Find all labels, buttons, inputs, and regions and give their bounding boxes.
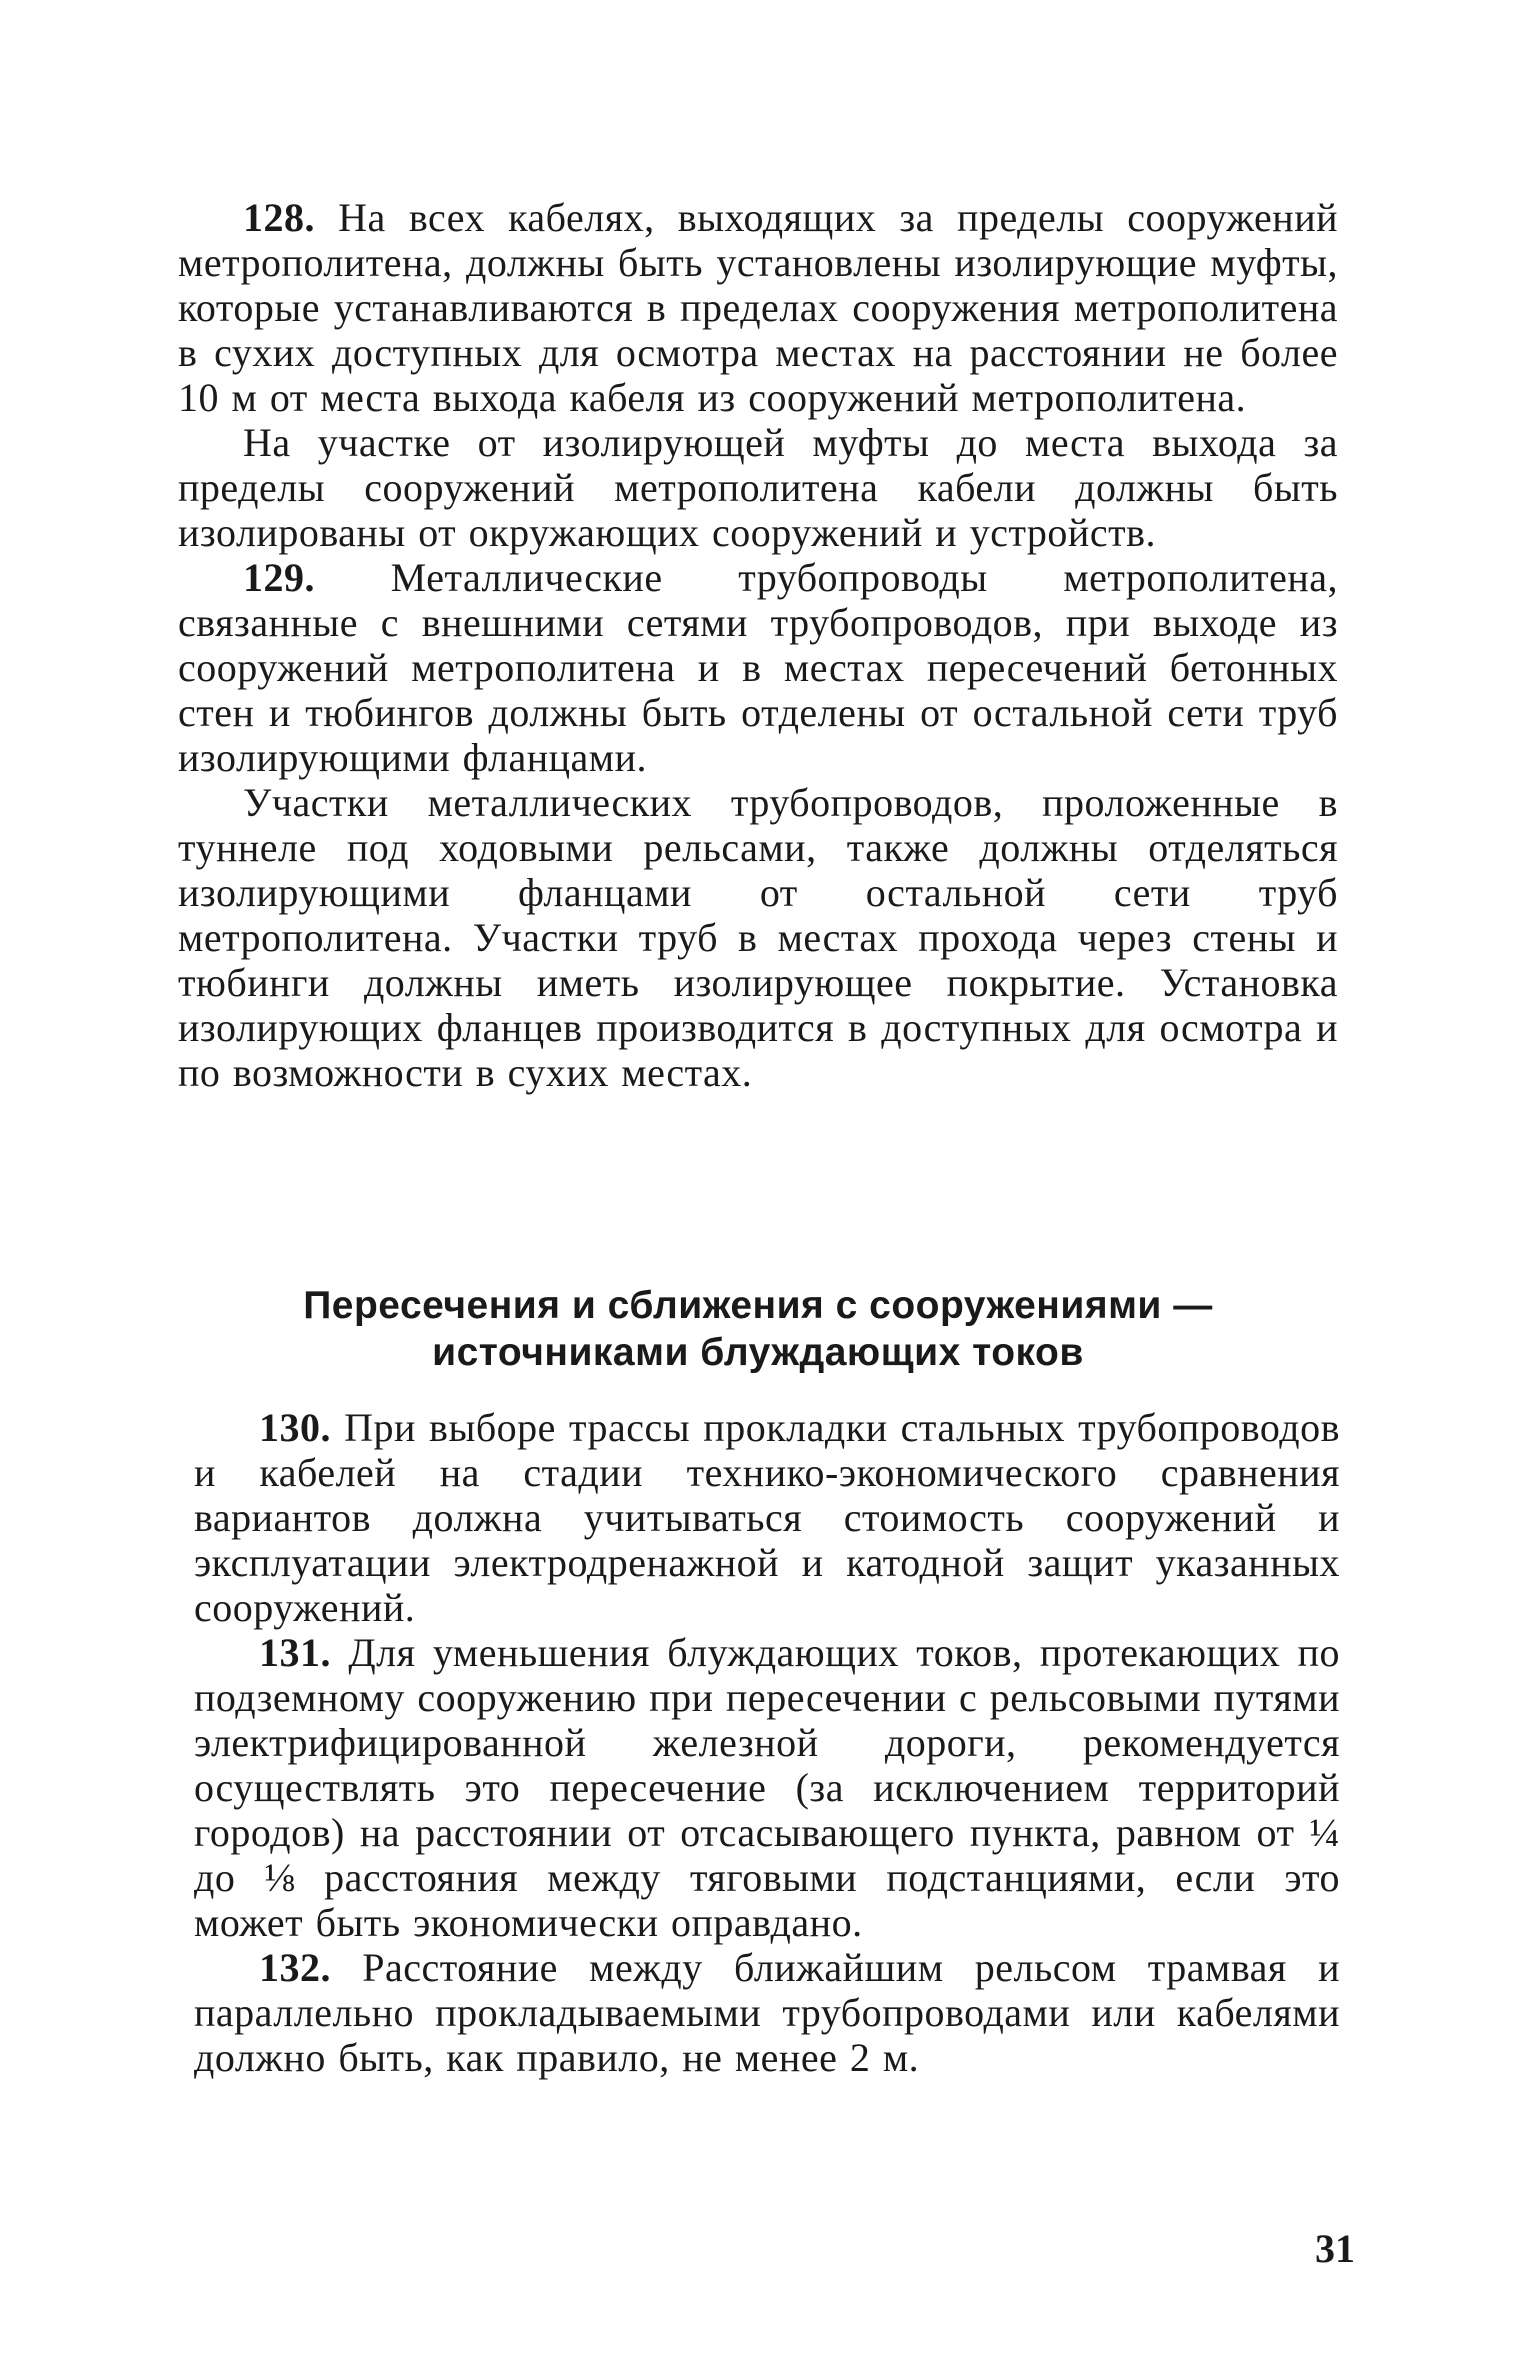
paragraph-text: При выборе трассы прокладки стальных трубопроводов и кабелей на стадии технико-экономического сравнения вариантов должна учитываться стоимость сооружений и эксплуатации электродренажной и катодной защит указанных сооружений. xyxy=(194,1405,1340,1630)
paragraph-128 xyxy=(178,195,1338,420)
section-heading xyxy=(178,1282,1338,1376)
paragraph-text: На участке от изолирующей муфты до места выхода за пределы сооружений метрополитена кабели должны быть изолированы от окружающих сооружений и устройств. xyxy=(178,420,1338,555)
section-heading-line-2: источниками блуждающих токов xyxy=(432,1331,1084,1374)
paragraph-128-continued xyxy=(178,420,1338,555)
paragraph-text: На всех кабелях, выходящих за пределы сооружений метрополитена, должны быть установлены изолирующие муфты, которые устанавливаются в пределах сооружения метрополитена в сухих доступных для осмотра местах на расстоянии не более 10 м от места выхода кабеля из сооружений метрополитена. xyxy=(178,195,1338,420)
paragraph-number: 131. xyxy=(259,1630,331,1675)
section-heading-line-1: Пересечения и сближения с сооружениями — xyxy=(303,1284,1213,1327)
paragraph-text: Для уменьшения блуждающих токов, протекающих по подземному сооружению при пересечении с рельсовыми путями электрифицированной железной дороги, рекомендуется осуществлять это пересечение (за исключением территорий городов) на расстоянии от отсасывающего пункта, равном от ¼ до ⅛ расстояния между тяговыми подстанциями, если это может быть экономически оправдано. xyxy=(194,1630,1340,1945)
paragraph-text: Участки металлических трубопроводов, проложенные в туннеле под ходовыми рельсами, также должны отделяться изолирующими фланцами от остальной сети труб метрополитена. Участки труб в местах прохода через стены и тюбинги должны иметь изолирующее покрытие. Установка изолирующих фланцев производится в доступных для осмотра и по возможности в сухих местах. xyxy=(178,780,1338,1095)
paragraph-text: Расстояние между ближайшим рельсом трамвая и параллельно прокладываемыми трубопроводами или кабелями должно быть, как правило, не менее 2 м. xyxy=(194,1945,1340,2080)
paragraph-number: 132. xyxy=(259,1945,331,1990)
paragraph-129-continued xyxy=(178,780,1338,1095)
page-number: 31 xyxy=(1315,2226,1355,2271)
paragraph-text: Металлические трубопроводы метрополитена, связанные с внешними сетями трубопроводов, при выходе из сооружений метрополитена и в местах пересечений бетонных стен и тюбингов должны быть отделены от остальной сети труб изолирующими фланцами. xyxy=(178,555,1338,780)
paragraph-131 xyxy=(194,1630,1340,1945)
text-block-top xyxy=(178,195,1338,1095)
text-block-bottom xyxy=(194,1405,1340,2080)
paragraph-number: 128. xyxy=(243,195,315,240)
paragraph-number: 130. xyxy=(259,1405,331,1450)
paragraph-132 xyxy=(194,1945,1340,2080)
paragraph-130 xyxy=(194,1405,1340,1630)
paragraph-129 xyxy=(178,555,1338,780)
paragraph-number: 129. xyxy=(243,555,315,600)
